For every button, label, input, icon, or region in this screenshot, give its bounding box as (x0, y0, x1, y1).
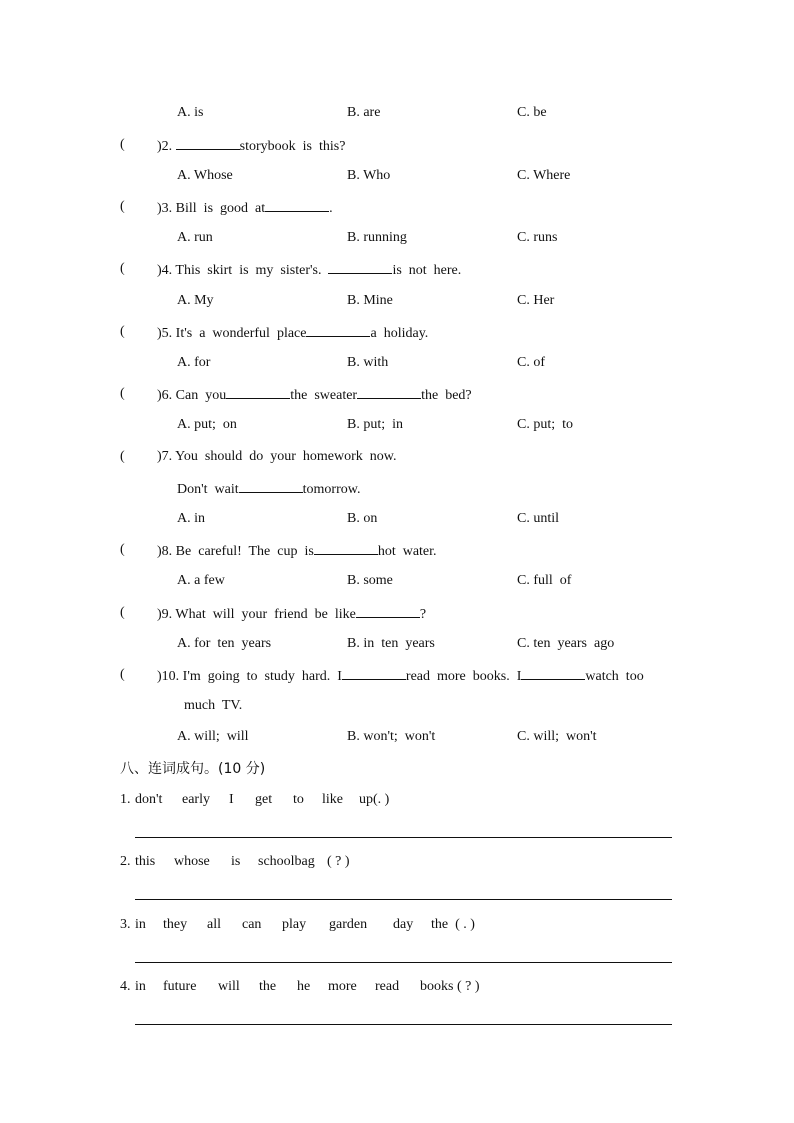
option-a: A. in (177, 511, 205, 526)
question-stem: )10. I'm going to study hard. I read more books. I watch too (157, 666, 644, 686)
option-a: A. for (177, 355, 211, 370)
fill-blank[interactable] (226, 385, 290, 399)
reorder-words: in future will the he more read books ( ? ) (135, 979, 480, 994)
question-stem-line2: much TV. (184, 698, 243, 713)
question-stem: )6. Can you the sweater the bed? (157, 385, 472, 405)
q1-option-a: A. is (177, 105, 204, 120)
answer-paren: ( (120, 199, 125, 214)
fill-blank[interactable] (328, 260, 392, 274)
answer-paren: ( (120, 386, 125, 401)
answer-line[interactable] (135, 1024, 672, 1025)
option-a: A. for ten years (177, 636, 272, 651)
option-b: B. Mine (347, 293, 393, 308)
option-a: A. put; on (177, 417, 237, 432)
question-stem: )3. Bill is good at . (157, 198, 333, 218)
option-c: C. ten years ago (517, 636, 615, 651)
q1-option-b: B. are (347, 105, 381, 120)
option-a: A. Whose (177, 168, 233, 183)
option-b: B. some (347, 573, 393, 588)
option-a: A. My (177, 293, 214, 308)
question-number: )6. (157, 388, 173, 403)
question-stem: )9. What will your friend be like ? (157, 604, 426, 624)
option-a: A. a few (177, 573, 225, 588)
fill-blank[interactable] (356, 604, 420, 618)
option-b: B. with (347, 355, 389, 370)
fill-blank[interactable] (357, 385, 421, 399)
fill-blank[interactable] (265, 198, 329, 212)
question-number: )4. (157, 263, 173, 278)
option-b: B. Who (347, 168, 391, 183)
answer-paren: ( (120, 261, 125, 276)
fill-blank[interactable] (342, 666, 406, 680)
answer-paren: ( (120, 542, 125, 557)
question-number: )5. (157, 326, 173, 341)
answer-paren: ( (120, 324, 125, 339)
option-c: C. full of (517, 573, 572, 588)
fill-blank[interactable] (314, 541, 378, 555)
question-stem: )5. It's a wonderful place a holiday. (157, 323, 428, 343)
answer-paren: ( (120, 449, 125, 464)
question-number: )9. (157, 607, 173, 622)
question-number: )10. (157, 669, 180, 684)
question-stem-line2: Don't wait tomorrow. (177, 479, 360, 499)
question-stem: )2. storybook is this? (157, 136, 345, 156)
fill-blank[interactable] (306, 323, 370, 337)
option-c: C. will; won't (517, 729, 597, 744)
answer-paren: ( (120, 605, 125, 620)
reorder-number: 4. (120, 979, 131, 994)
option-b: B. put; in (347, 417, 404, 432)
option-c: C. runs (517, 230, 558, 245)
option-a: A. will; will (177, 729, 249, 744)
question-number: )3. (157, 201, 173, 216)
question-stem: )8. Be careful! The cup is hot water. (157, 541, 437, 561)
question-number: )2. (157, 139, 173, 154)
option-c: C. until (517, 511, 560, 526)
answer-paren: ( (120, 667, 125, 682)
answer-line[interactable] (135, 899, 672, 900)
option-a: A. run (177, 230, 213, 245)
fill-blank[interactable] (521, 666, 585, 680)
reorder-words: in they all can play garden day the ( . ) (135, 917, 475, 932)
reorder-number: 1. (120, 792, 131, 807)
reorder-number: 3. (120, 917, 131, 932)
option-c: C. Where (517, 168, 571, 183)
fill-blank[interactable] (176, 136, 240, 150)
answer-paren: ( (120, 137, 125, 152)
reorder-number: 2. (120, 854, 131, 869)
answer-line[interactable] (135, 837, 672, 838)
option-b: B. running (347, 230, 407, 245)
answer-line[interactable] (135, 962, 672, 963)
option-b: B. won't; won't (347, 729, 436, 744)
section-heading: 八、连词成句。(10 分) (120, 761, 266, 777)
fill-blank[interactable] (239, 479, 303, 493)
q1-option-c: C. be (517, 105, 547, 120)
question-stem: )7. You should do your homework now. (157, 449, 397, 464)
option-b: B. in ten years (347, 636, 435, 651)
question-stem: )4. This skirt is my sister's. is not here. (157, 260, 461, 280)
question-number: )8. (157, 544, 173, 559)
reorder-words: this whose is schoolbag ( ? ) (135, 854, 350, 869)
option-b: B. on (347, 511, 378, 526)
option-c: C. put; to (517, 417, 574, 432)
option-c: C. Her (517, 293, 555, 308)
option-c: C. of (517, 355, 545, 370)
question-number: )7. (157, 449, 173, 464)
reorder-words: don't early I get to like up(. ) (135, 792, 390, 807)
